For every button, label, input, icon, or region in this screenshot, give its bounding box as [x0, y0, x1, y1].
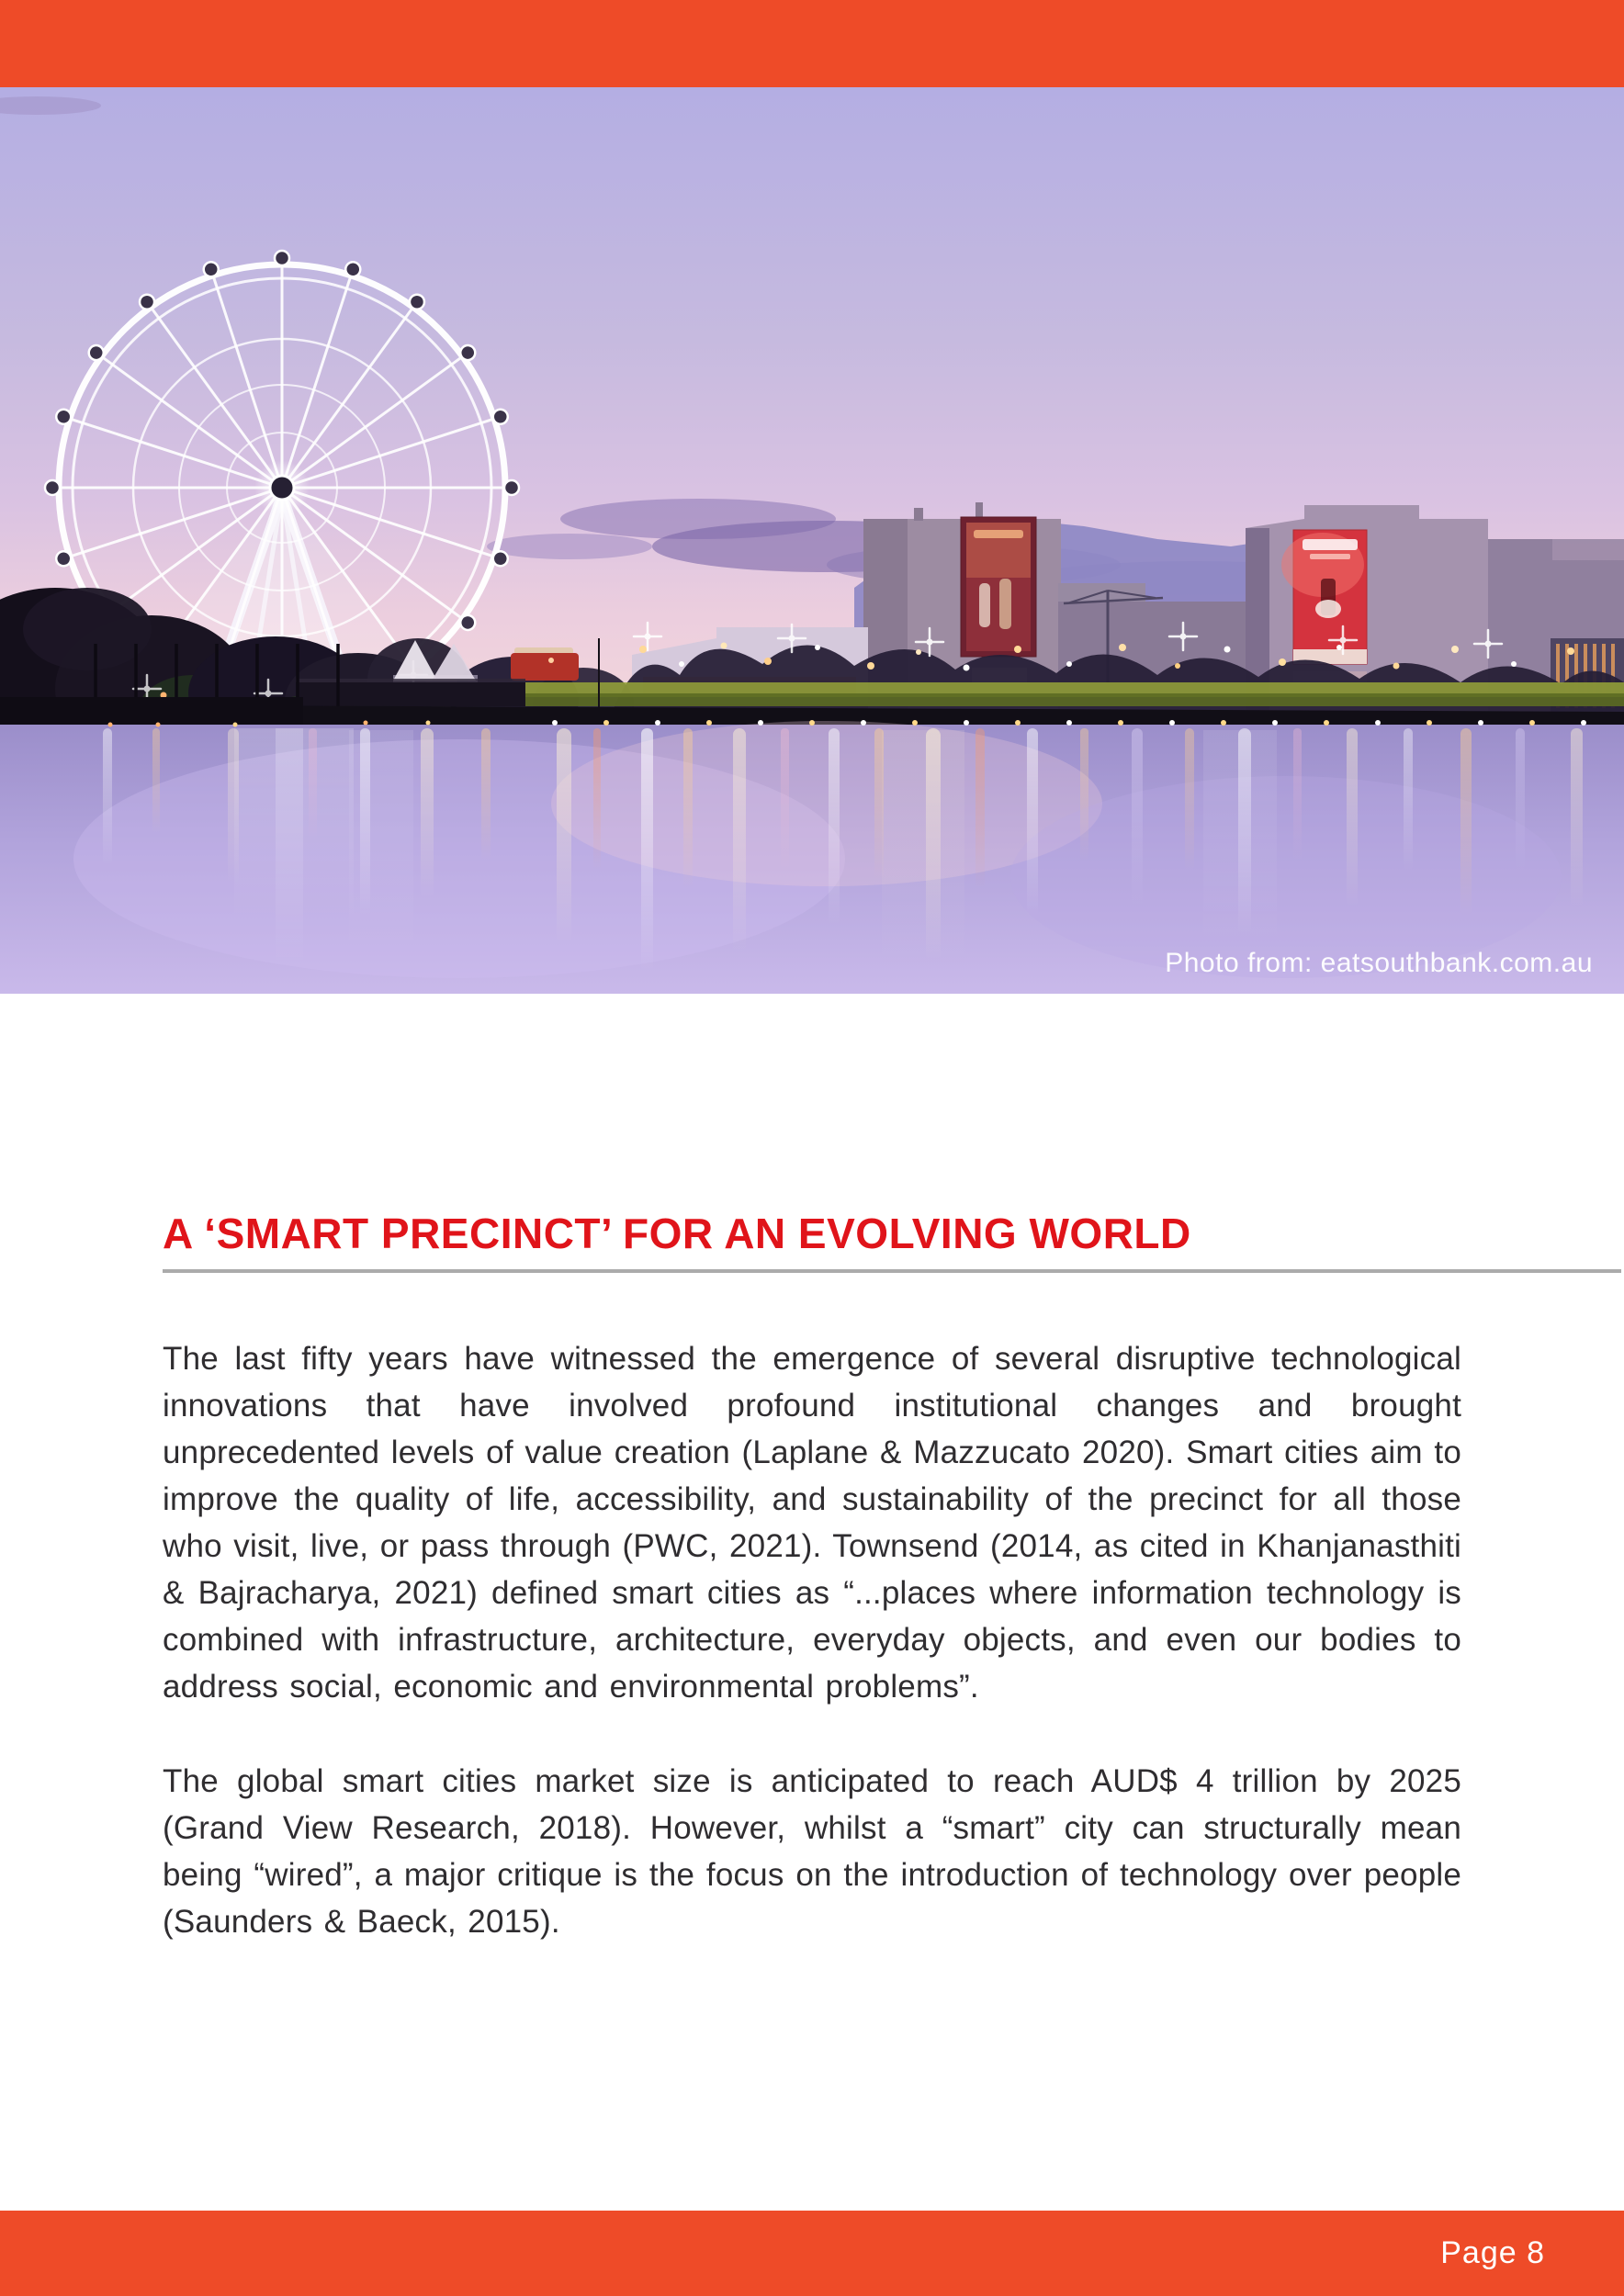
heading-rule	[163, 1269, 1621, 1273]
hero-photo-illustration	[0, 87, 1624, 994]
hero-photo	[0, 87, 1624, 994]
top-accent-bar	[0, 0, 1624, 87]
body-paragraph: The global smart cities market size is anticipated to reach AUD$ 4 trillion by 2025 (Grand View Research, 2018). However, whilst a “smart” city can structurally mean being “wired”, a major critique is the focus on the introduction of technology over people (Saunders & Baeck, 2015).	[163, 1763, 1461, 1940]
food-truck	[511, 647, 579, 681]
hedges	[473, 682, 1624, 706]
section-heading: A ‘SMART PRECINCT’ FOR AN EVOLVING WORLD	[163, 1210, 1191, 1257]
billboard-my-fair-lady	[1281, 530, 1367, 682]
article	[163, 1212, 1461, 1945]
cloud	[487, 534, 652, 559]
body-paragraph: The last fifty years have witnessed the emergence of several disruptive technological innovations that have involved profound institutional changes and brought unprecedented levels of value creation (Laplane & Mazzucato 2020). Smart cities aim to improve the quality of life, accessibility, and sustainability of the precinct for all those who visit, live, or pass through (PWC, 2021). Townsend (2014, as cited in Khanjanasthiti & Bajracharya, 2021) defined smart cities as “...places where information technology is combined with infrastructure, architecture, everyday objects, and even our bodies to address social, economic and environmental problems”.	[163, 1341, 1461, 1705]
page-number: Page 8	[1440, 2235, 1545, 2270]
photo-credit: Photo from: eatsouthbank.com.au	[1165, 948, 1593, 978]
footer-bar	[0, 2211, 1624, 2296]
